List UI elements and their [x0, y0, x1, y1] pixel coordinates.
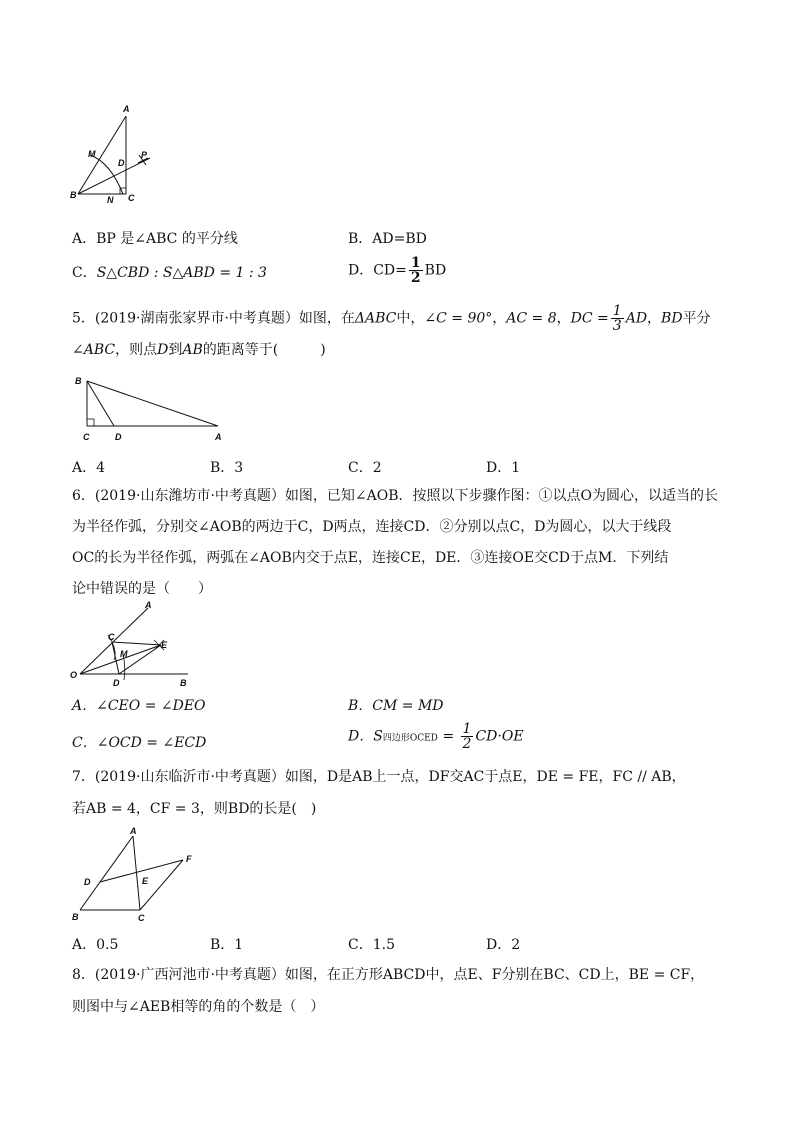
q6-option-b: B．CM = MD	[348, 698, 444, 714]
q6-figure	[68, 600, 198, 690]
q5-option-b: B．3	[210, 460, 244, 476]
q7-option-d: D．2	[486, 937, 521, 953]
q4-label-p: P	[141, 150, 148, 160]
q8-stem-line2: 则图中与∠AEB相等的角的个数是（ ）	[72, 999, 325, 1015]
q4-label-n: N	[107, 195, 114, 205]
q4-label-m: M	[88, 149, 96, 159]
q4-option-b: B．AD=BD	[348, 231, 427, 247]
q6-stem-line2: 为半径作弧，分别交∠AOB的两边于C，D两点，连接CD．②分别以点C，D为圆心，以大于线段	[72, 519, 672, 535]
q4-label-b: B	[70, 190, 77, 200]
q6-option-a: A．∠CEO = ∠DEO	[72, 698, 206, 714]
q5-option-d: D．1	[486, 460, 521, 476]
q7-label-b: B	[72, 912, 79, 922]
q5-stem-line2: ∠ABC，则点D到AB的距离等于( )	[72, 342, 326, 358]
q6-option-d-fraction: $\frac{1}{2}$	[462, 721, 472, 752]
q6-label-c: C	[108, 632, 115, 642]
q5-option-c: C．2	[348, 460, 382, 476]
q5-label-d: D	[115, 432, 122, 442]
q6-option-d: D．S四边形OCED = $\frac{1}{2}$ CD·OE	[348, 721, 524, 752]
q4-option-d	[348, 256, 446, 285]
q6-option-c: C．∠OCD = ∠ECD	[72, 735, 207, 751]
q7-option-a: A．0.5	[72, 937, 119, 953]
q5-option-a: A．4	[72, 460, 106, 476]
q5-label-b: B	[75, 376, 82, 386]
q7-stem-line1: 7．(2019·山东临沂市·中考真题）如图，D是AB上一点，DF交AC于点E，DE = FE，FC // AB，	[72, 769, 686, 785]
q5-stem-line1: 5．(2019·湖南张家界市·中考真题）如图，在ΔABC中，∠C = 90°，AC = 8，DC = $\frac{1}{3}$ AD，BD平分	[72, 303, 711, 334]
q4-option-a: A．BP 是∠ABC 的平分线	[72, 231, 238, 247]
q6-stem-line1: 6．(2019·山东潍坊市·中考真题）如图，已知∠AOB．按照以下步骤作图：①以点O为圆心，以适当的长	[72, 488, 718, 504]
q6-stem-line4: 论中错误的是（ ）	[72, 581, 212, 597]
q7-stem-line2: 若AB = 4，CF = 3，则BD的长是( )	[72, 801, 317, 817]
q6-label-d: D	[113, 678, 120, 688]
q4-option-c	[72, 262, 267, 282]
q6-label-a: A	[145, 600, 152, 610]
q4-option-d-prefix: D．CD=	[348, 262, 407, 279]
q6-label-m: M	[120, 649, 128, 659]
q5-label-a: A	[215, 432, 222, 442]
q7-label-e: E	[142, 876, 149, 886]
q4-label-c: C	[128, 193, 135, 203]
q7-label-d: D	[84, 877, 91, 887]
q7-option-c: C．1.5	[348, 937, 395, 953]
q4-option-d-suffix: BD	[424, 262, 447, 279]
q8-stem-line1: 8．(2019·广西河池市·中考真题）如图，在正方形ABCD中，点E、F分别在BC、CD上，BE = CF，	[72, 967, 705, 983]
q5-label-c: C	[83, 432, 90, 442]
q6-label-o: O	[70, 670, 78, 680]
q7-figure	[68, 822, 208, 926]
q6-stem-line3: OC的长为半径作弧，两弧在∠AOB内交于点E，连接CE，DE．③连接OE交CD于点M．下列结	[72, 550, 669, 566]
q4-option-c-prefix: C．	[72, 265, 97, 281]
q7-option-b: B．1	[210, 937, 244, 953]
q4-label-d: D	[118, 158, 125, 168]
q6-label-b: B	[180, 678, 187, 688]
q6-label-e: E	[161, 640, 168, 650]
q4-option-d-fraction: $\frac{1}{2}$	[410, 255, 421, 286]
q5-figure	[70, 370, 240, 446]
q5-fraction: $\frac{1}{3}$	[612, 303, 622, 334]
q7-label-f: F	[186, 854, 192, 864]
q7-label-c: C	[138, 913, 145, 923]
q4-label-a: A	[123, 104, 130, 114]
q4-option-c-expr: S△CBD : S△ABD = 1 : 3	[96, 265, 267, 281]
q7-label-a: A	[130, 826, 137, 836]
q4-figure	[68, 100, 158, 210]
